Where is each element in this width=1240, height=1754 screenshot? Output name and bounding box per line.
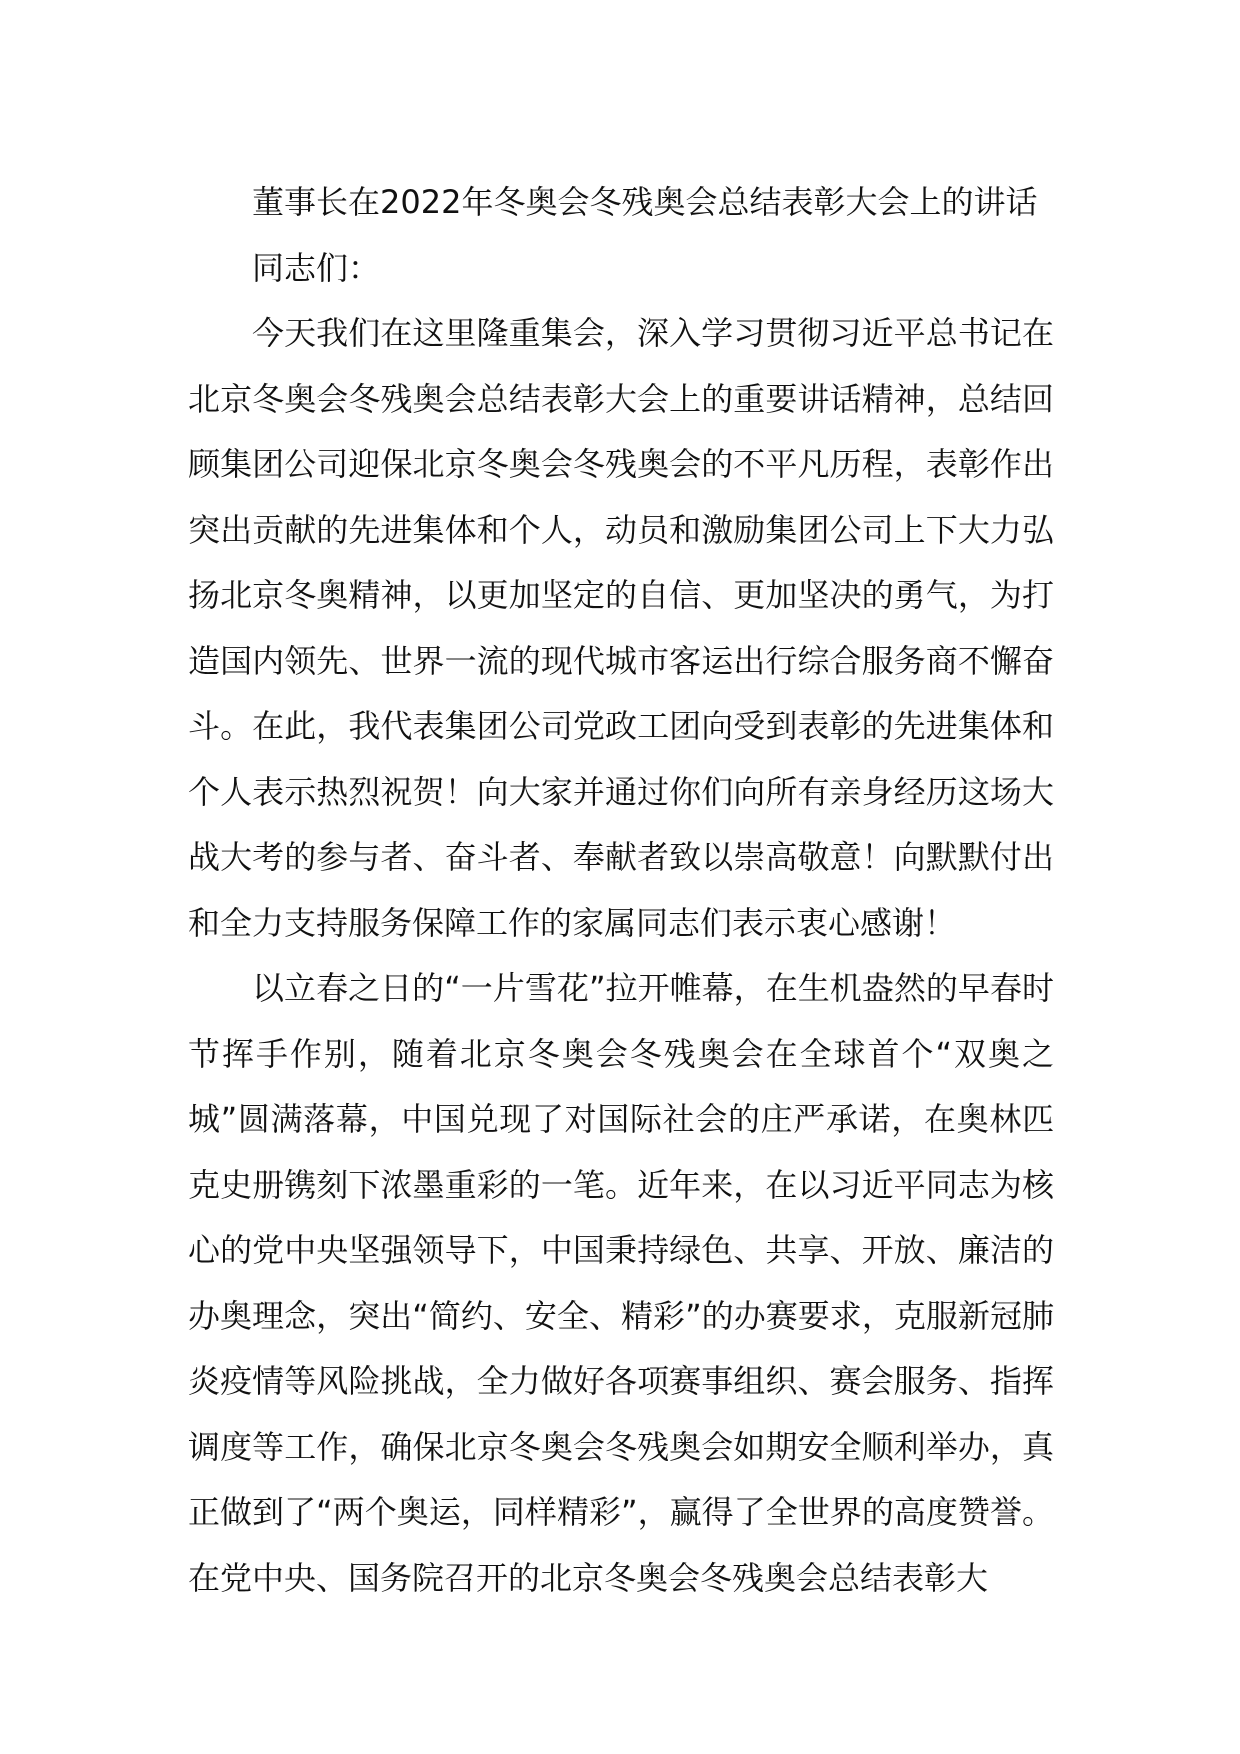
document-title: 董事长在2022年冬奥会冬残奥会总结表彰大会上的讲话 [252, 183, 1038, 221]
paragraph-2: 以立春之日的“一片雪花”拉开帷幕，在生机盎然的早春时节挥手作别，随着北京冬奥会冬残奥会在全球首个“双奥之城”圆满落幕，中国兑现了对国际社会的庄严承诺，在奥林匹克史册镌刻下浓墨重彩的一笔。近年来，在以习近平同志为核心的党中央坚强领导下，中国秉持绿色、共享、开放、廉洁的办奥理念，突出“简约、安全、精彩”的办赛要求，克服新冠肺炎疫情等风险挑战，全力做好各项赛事组织、赛会服务、指挥调度等工作，确保北京冬奥会冬残奥会如期安全顺利举办，真正做到了“两个奥运，同样精彩”，赢得了全世界的高度赞誉。在党中央、国务院召开的北京冬奥会冬残奥会总结表彰大 [188, 969, 1054, 1597]
paragraph-1: 今天我们在这里隆重集会，深入学习贯彻习近平总书记在北京冬奥会冬残奥会总结表彰大会上的重要讲话精神，总结回顾集团公司迎保北京冬奥会冬残奥会的不平凡历程，表彰作出突出贡献的先进集体和个人，动员和激励集团公司上下大力弘扬北京冬奥精神，以更加坚定的自信、更加坚决的勇气，为打造国内领先、世界一流的现代城市客运出行综合服务商不懈奋斗。在此，我代表集团公司党政工团向受到表彰的先进集体和个人表示热烈祝贺！向大家并通过你们向所有亲身经历这场大战大考的参与者、奋斗者、奉献者致以崇高敬意！向默默付出和全力支持服务保障工作的家属同志们表示衷心感谢！ [188, 314, 1054, 942]
document-body [188, 170, 1054, 1611]
salutation: 同志们： [252, 248, 381, 287]
